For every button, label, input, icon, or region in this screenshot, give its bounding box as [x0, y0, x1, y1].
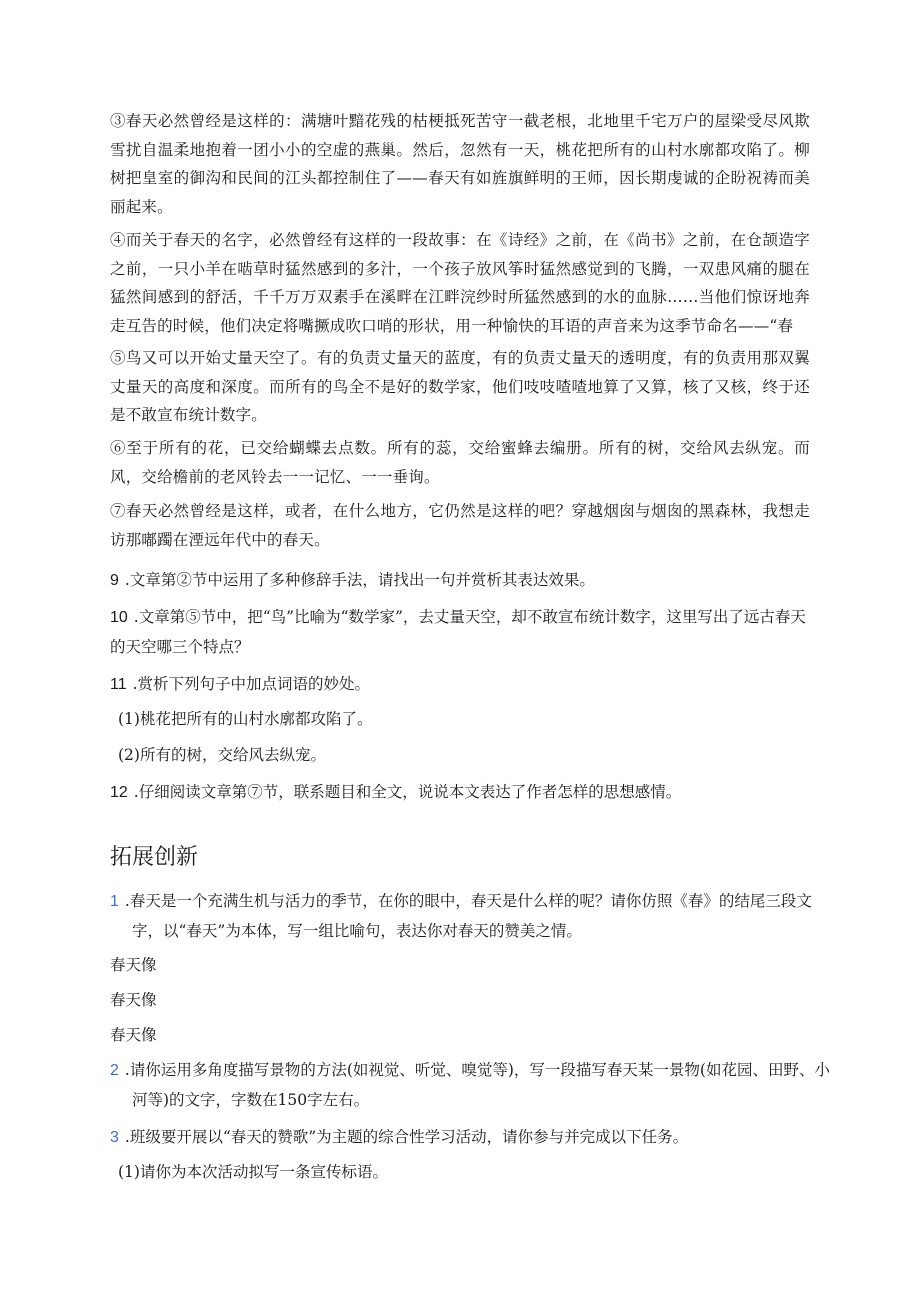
paragraph-6: ⑥至于所有的花，已交给蝴蝶去点数。所有的蕊，交给蜜蜂去编册。所有的树，交给风去纵宠。而风，交给檐前的老风铃去一一记忆、一一垂询。: [110, 439, 810, 486]
extension-number: 2: [110, 1062, 119, 1079]
answer-line-1: 春天像: [110, 956, 157, 974]
question-11: [110, 670, 810, 700]
question-number: 11: [110, 676, 127, 693]
section-title: 拓展创新: [110, 845, 199, 870]
question-text: .文章第⑤节中，把“鸟”比喻为“数学家”，去丈量天空，却不敢宣布统计数字，这里写出了远古春天的天空哪三个特点？: [110, 608, 806, 656]
paragraph-7: ⑦春天必然曾经是这样，或者，在什么地方，它仍然是这样的吧？穿越烟囱与烟囱的黑森林，我想走访那嘟躅在湮远年代中的春天。: [110, 502, 810, 549]
paragraph-3: ③春天必然曾经是这样的：满塘叶黯花残的枯梗抵死苦守一截老根，北地里千宅万户的屋梁受尽风欺雪扰自温柔地抱着一团小小的空虚的燕巢。然后，忽然有一天，桃花把所有的山村水廓都攻陷了。柳树把皇室的御沟和民间的江头都控制住了——春天有如旌旗鲜明的王师，因长期虔诚的企盼祝祷而美丽起来。: [110, 112, 810, 216]
question-text: .仔细阅读文章第⑦节，联系题目和全文，说说本文表达了作者怎样的思想感情。: [133, 783, 682, 801]
extension-3: [110, 1123, 832, 1153]
question-number: 10: [110, 609, 128, 626]
extension-3-sub-1: (1)请你为本次活动拟写一条宣传标语。: [118, 1163, 388, 1181]
question-11-sub-2: (2)所有的树，交给风去纵宠。: [118, 746, 326, 764]
question-9: [110, 566, 810, 596]
extension-2: [110, 1056, 832, 1114]
question-10: [110, 603, 810, 661]
question-text: .赏析下列句子中加点词语的妙处。: [132, 675, 371, 693]
extension-number: 3: [110, 1129, 119, 1146]
paragraph-4: ④而关于春天的名字，必然曾经有这样的一段故事：在《诗经》之前，在《尚书》之前，在仓颉造字之前，一只小羊在啮草时猛然感到的多汁，一个孩子放风筝时猛然感觉到的飞腾，一双患风痛的腿在猛然间感到的舒活，千千万万双素手在溪畔在江畔浣纱时所猛然感到的水的血脉……当他们惊讶地奔走互告的时候，他们决定将嘴撅成吹口哨的形状，用一种愉快的耳语的声音来为这季节命名——“春: [110, 231, 810, 335]
question-number: 9: [110, 572, 119, 589]
extension-text: .班级要开展以“春天的赞歌”为主题的综合性学习活动，请你参与并完成以下任务。: [124, 1128, 689, 1146]
extension-text: .春天是一个充满生机与活力的季节，在你的眼中，春天是什么样的呢？请你仿照《春》的结尾三段文字，以“春天”为本体，写一组比喻句，表达你对春天的赞美之情。: [124, 892, 812, 940]
extension-number: 1: [110, 893, 119, 910]
answer-line-3: 春天像: [110, 1026, 157, 1044]
paragraph-5: ⑤鸟又可以开始丈量天空了。有的负责丈量天的蓝度，有的负责丈量天的透明度，有的负责用那双翼丈量天的高度和深度。而所有的鸟全不是好的数学家，他们吱吱喳喳地算了又算，核了又核，终于还是不敢宣布统计数字。: [110, 349, 810, 424]
extension-text: .请你运用多角度描写景物的方法(如视觉、听觉、嗅觉等)，写一段描写春天某一景物(如花园、田野、小河等)的文字，字数在150字左右。: [124, 1061, 830, 1109]
question-number: 12: [110, 784, 128, 801]
answer-line-2: 春天像: [110, 991, 157, 1009]
question-12: [110, 778, 810, 808]
extension-1: [110, 887, 832, 945]
question-text: .文章第②节中运用了多种修辞手法，请找出一句并赏析其表达效果。: [124, 571, 595, 589]
question-11-sub-1: (1)桃花把所有的山村水廓都攻陷了。: [118, 710, 373, 728]
